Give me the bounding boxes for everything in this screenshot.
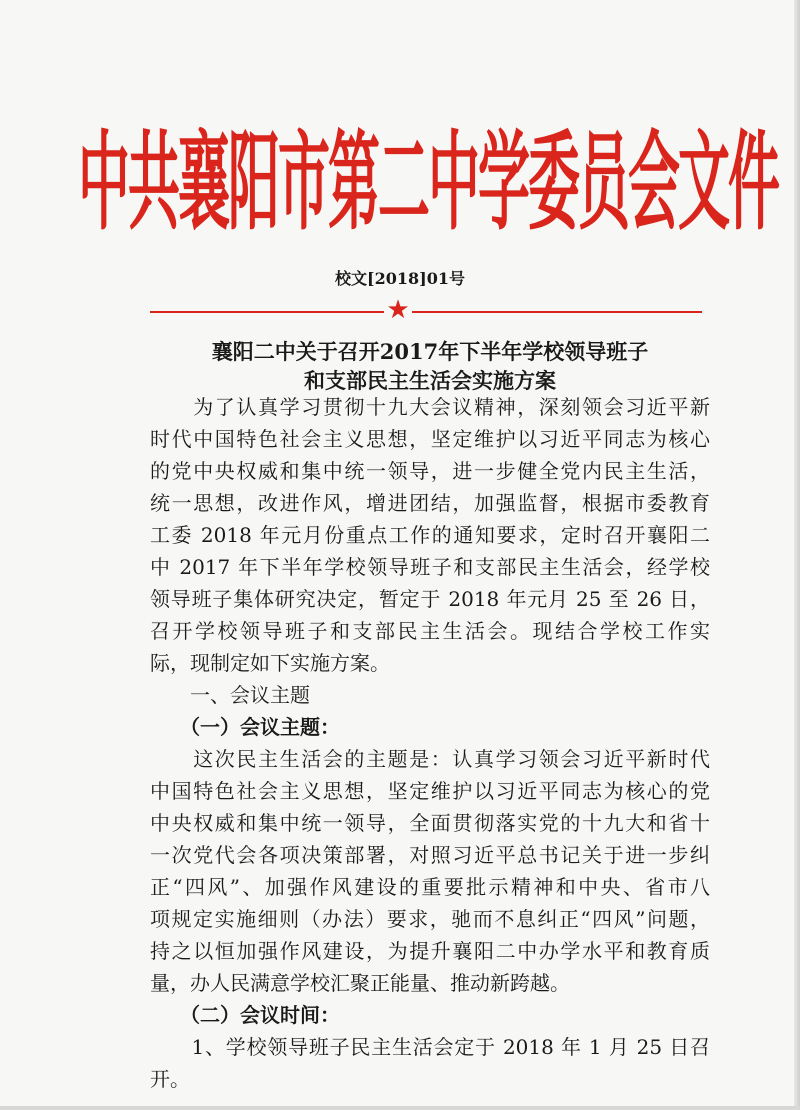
theme-line: 一次党代会各项决策部署，对照习近平总书记关于进一步纠 xyxy=(150,843,710,867)
theme-line: 量，办人民满意学校汇聚正能量、推动新跨越。 xyxy=(150,971,570,995)
theme-line: 持之以恒加强作风建设，为提升襄阳二中办学水平和教育质 xyxy=(150,939,710,963)
scan-edge-bottom xyxy=(0,1106,800,1110)
subsection-heading: （一）会议主题： xyxy=(150,715,340,739)
theme-line: 正“四风”、加强作风建设的重要批示精神和中央、省市八 xyxy=(150,875,710,899)
time-line: 1、学校领导班子民主生活会定于 2018 年 1 月 25 日召 xyxy=(150,1035,710,1059)
intro-line: 召开学校领导班子和支部民主生活会。现结合学校工作实 xyxy=(150,619,710,643)
section-heading: 一、会议主题 xyxy=(150,683,310,707)
theme-line: 这次民主生活会的主题是：认真学习领会习近平新时代 xyxy=(150,747,710,771)
red-star-icon: ★ xyxy=(386,295,410,325)
intro-line: 统一思想，改进作风，增进团结，加强监督，根据市委教育 xyxy=(150,491,710,515)
theme-line: 中国特色社会主义思想，坚定维护以习近平同志为核心的党 xyxy=(150,779,710,803)
intro-line: 工委 2018 年元月份重点工作的通知要求，定时召开襄阳二 xyxy=(150,523,710,547)
document-title-line-2: 和支部民主生活会实施方案 xyxy=(304,368,556,393)
intro-line: 际，现制定如下实施方案。 xyxy=(150,651,390,675)
theme-line: 中央权威和集中统一领导，全面贯彻落实党的十九大和省十 xyxy=(150,811,710,835)
time-line: 开。 xyxy=(150,1067,190,1091)
scan-edge-right xyxy=(794,0,800,1110)
masthead-title: 中共襄阳市第二中学委员会文件 xyxy=(78,121,779,245)
intro-line: 时代中国特色社会主义思想，坚定维护以习近平同志为核心 xyxy=(150,427,710,451)
red-rule-right xyxy=(412,311,702,313)
intro-line: 为了认真学习贯彻十九大会议精神，深刻领会习近平新 xyxy=(150,395,710,419)
theme-line: 项规定实施细则（办法）要求，驰而不息纠正“四风”问题， xyxy=(150,907,710,931)
subsection-heading: （二）会议时间： xyxy=(150,1003,340,1027)
intro-line: 领导班子集体研究决定，暂定于 2018 年元月 25 至 26 日， xyxy=(150,587,710,611)
intro-line: 中 2017 年下半年学校领导班子和支部民主生活会，经学校 xyxy=(150,555,710,579)
intro-line: 的党中央权威和集中统一领导，进一步健全党内民主生活， xyxy=(150,459,710,483)
document-number: 校文[2018]01号 xyxy=(335,269,465,288)
red-rule-left xyxy=(150,311,384,313)
document-title-line-1: 襄阳二中关于召开2017年下半年学校领导班子 xyxy=(211,339,649,364)
